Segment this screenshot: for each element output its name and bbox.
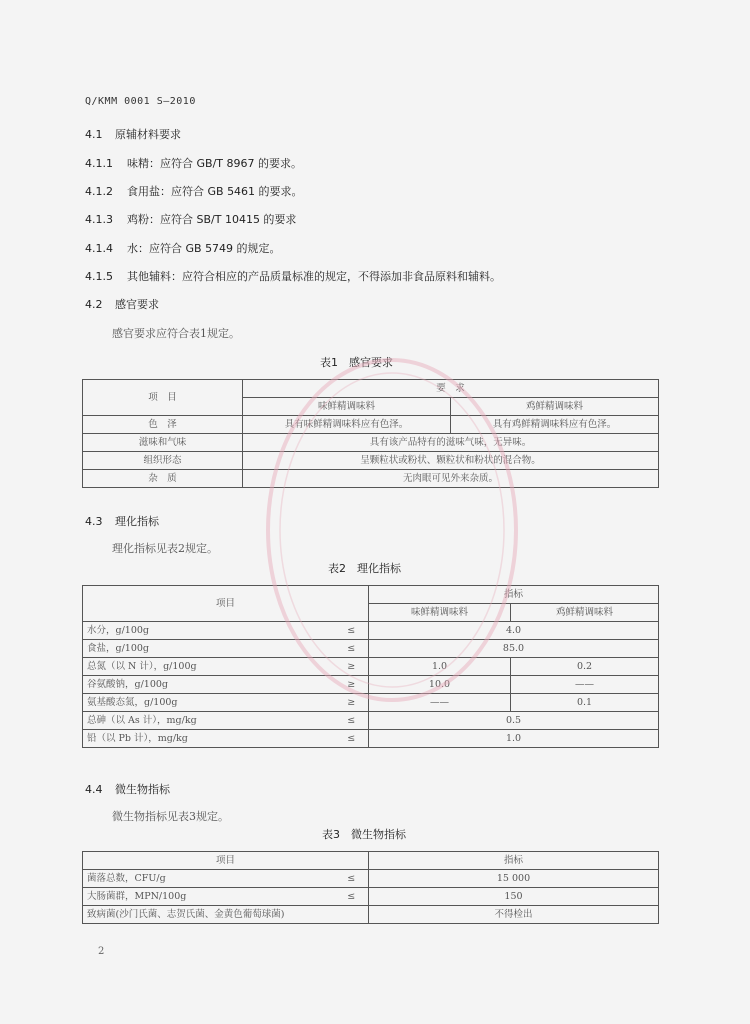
table-cell: 0.1 (511, 694, 659, 712)
table-cell: 1.0 (369, 730, 659, 748)
table-cell: 色 泽 (83, 416, 243, 434)
table-cell: 0.5 (369, 712, 659, 730)
section-4-1: 4.1 原辅材料要求 (85, 128, 181, 141)
table-header: 指标 (369, 852, 659, 870)
table2-physicochemical (82, 585, 659, 748)
table-cell: 0.2 (511, 658, 659, 676)
table-cell: 呈颗粒状或粉状、颗粒状和粉状的混合物。 (243, 452, 659, 470)
table-row (83, 730, 659, 748)
section-4-1-3: 4.1.3 鸡粉：应符合 SB/T 10415 的要求 (85, 213, 297, 226)
table-cell: 滋味和气味 (83, 434, 243, 452)
section-4-1-1: 4.1.1 味精：应符合 GB/T 8967 的要求。 (85, 157, 302, 170)
table-cell: ≤ (335, 730, 369, 748)
table2-caption: 表2 理化指标 (328, 562, 401, 575)
page-number: 2 (98, 946, 105, 957)
table-cell: ≥ (335, 676, 369, 694)
table-row (83, 380, 659, 398)
table-cell: 杂 质 (83, 470, 243, 488)
paragraph-4-3: 理化指标见表2规定。 (112, 542, 218, 555)
table-cell (335, 906, 369, 924)
table-row (83, 470, 659, 488)
table-cell: 具有味鲜精调味料应有色泽。 (243, 416, 451, 434)
table-cell: ≤ (335, 640, 369, 658)
section-4-1-5: 4.1.5 其他辅料：应符合相应的产品质量标准的规定，不得添加非食品原料和辅料。 (85, 270, 501, 283)
document-header: Q/KMM 0001 S—2010 (85, 96, 196, 107)
table-cell: 10.0 (369, 676, 511, 694)
table3-caption: 表3 微生物指标 (322, 828, 406, 841)
section-4-1-4: 4.1.4 水：应符合 GB 5749 的规定。 (85, 242, 281, 255)
table-header: 要 求 (243, 380, 659, 398)
table-cell: 组织形态 (83, 452, 243, 470)
table-cell: 总砷（以 As 计），mg/kg (83, 712, 335, 730)
table-cell: 15 000 (369, 870, 659, 888)
table-row (83, 452, 659, 470)
table-cell: 铅（以 Pb 计），mg/kg (83, 730, 335, 748)
table-row (83, 434, 659, 452)
table3-microbiological (82, 851, 659, 924)
table-cell: 总氮（以 N 计），g/100g (83, 658, 335, 676)
table-row (83, 416, 659, 434)
table-row (83, 888, 659, 906)
paragraph-4-2: 感官要求应符合表1规定。 (112, 327, 240, 340)
table-cell: ≤ (335, 712, 369, 730)
table-row (83, 622, 659, 640)
table-cell: 1.0 (369, 658, 511, 676)
table-cell: 水分，g/100g (83, 622, 335, 640)
table-cell: 致病菌(沙门氏菌、志贺氏菌、金黄色葡萄球菌) (83, 906, 335, 924)
table-cell: 无肉眼可见外来杂质。 (243, 470, 659, 488)
section-4-2: 4.2 感官要求 (85, 298, 159, 311)
table-header: 指标 (369, 586, 659, 604)
table-header: 鸡鲜精调味料 (451, 398, 659, 416)
table-cell: ≤ (335, 888, 369, 906)
table-cell: 85.0 (369, 640, 659, 658)
table-cell: 菌落总数，CFU/g (83, 870, 335, 888)
table-cell: 具有鸡鲜精调味料应有色泽。 (451, 416, 659, 434)
table-header: 项目 (83, 586, 369, 622)
table-header: 味鲜精调味料 (369, 604, 511, 622)
table-cell: 大肠菌群，MPN/100g (83, 888, 335, 906)
table-header: 项 目 (83, 380, 243, 416)
table-cell: 具有该产品特有的滋味气味，无异味。 (243, 434, 659, 452)
table-row (83, 852, 659, 870)
table-cell: 150 (369, 888, 659, 906)
table-row (83, 586, 659, 604)
table-cell: ≤ (335, 622, 369, 640)
table-row (83, 906, 659, 924)
table-header: 味鲜精调味料 (243, 398, 451, 416)
section-4-4: 4.4 微生物指标 (85, 783, 170, 796)
section-4-3: 4.3 理化指标 (85, 515, 159, 528)
table-header: 鸡鲜精调味料 (511, 604, 659, 622)
section-4-1-2: 4.1.2 食用盐：应符合 GB 5461 的要求。 (85, 185, 303, 198)
table-cell: —— (369, 694, 511, 712)
table-cell: 不得检出 (369, 906, 659, 924)
table-cell: 食盐，g/100g (83, 640, 335, 658)
table-cell: ≤ (335, 870, 369, 888)
table-cell: ≥ (335, 658, 369, 676)
table-cell: 氨基酸态氮，g/100g (83, 694, 335, 712)
table-row (83, 694, 659, 712)
paragraph-4-4: 微生物指标见表3规定。 (112, 810, 229, 823)
table-cell: —— (511, 676, 659, 694)
table-row (83, 870, 659, 888)
table-row (83, 676, 659, 694)
table-row (83, 640, 659, 658)
table-cell: 谷氨酸钠，g/100g (83, 676, 335, 694)
table-header: 项目 (83, 852, 369, 870)
table-row (83, 712, 659, 730)
table-cell: ≥ (335, 694, 369, 712)
table-cell: 4.0 (369, 622, 659, 640)
table-row (83, 658, 659, 676)
table1-caption: 表1 感官要求 (320, 356, 393, 369)
table1-sensory (82, 379, 659, 488)
